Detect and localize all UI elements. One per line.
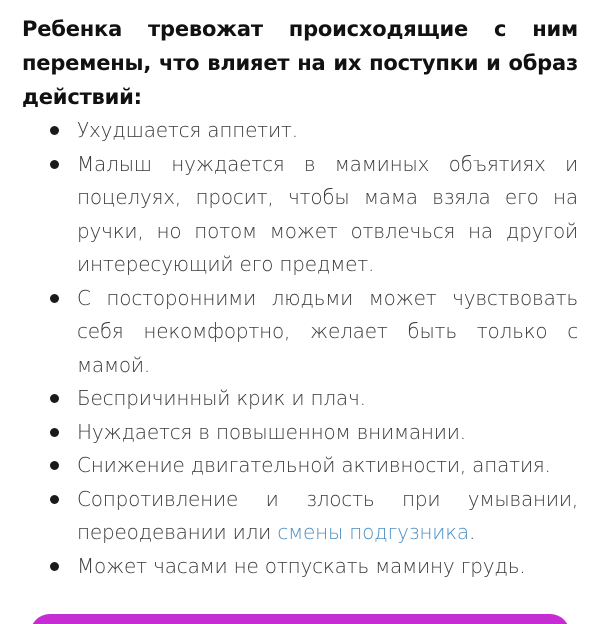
diaper-change-link[interactable]: смены подгузника	[277, 520, 469, 544]
bullet-icon	[50, 394, 59, 403]
intro-paragraph: Ребенка тревожат происходящие с ним перемены, что влияет на их поступки и образ действий:	[22, 17, 578, 109]
list-item	[22, 282, 578, 383]
list-item-text: Ухудшается аппетит.	[77, 118, 298, 142]
bullet-icon	[50, 461, 59, 470]
list-item-text-end: .	[468, 520, 476, 544]
bullet-icon	[50, 294, 59, 303]
list-item-text: Снижение двигательной активности, апатия.	[77, 453, 551, 477]
list-item	[22, 483, 578, 550]
cta-button[interactable]	[30, 614, 570, 624]
list-item-text: С посторонними людьми может чувствовать себя некомфортно, желает быть только с мамой.	[77, 285, 578, 377]
list-item	[22, 148, 578, 282]
list-item	[22, 550, 578, 584]
symptoms-list	[22, 114, 578, 583]
article-body	[22, 12, 578, 583]
list-item-text: Беспричинный крик и плач.	[77, 386, 366, 410]
bullet-icon	[50, 562, 59, 571]
bullet-icon	[50, 428, 59, 437]
bullet-icon	[50, 495, 59, 504]
list-item-text: Сопротивление и злость при умывании, переодевании или	[77, 486, 578, 544]
list-item	[22, 416, 578, 450]
bullet-icon	[50, 160, 59, 169]
list-item-text: Малыш нуждается в маминых объятиях и поцелуях, просит, чтобы мама взяла его на ручки, но потом может отвлечься на другой интересующий его предмет.	[77, 151, 578, 276]
bullet-icon	[50, 126, 59, 135]
list-item-text: Нуждается в повышенном внимании.	[77, 419, 466, 444]
list-item	[22, 382, 578, 416]
list-item	[22, 449, 578, 483]
list-item-text: Может часами не отпускать мамину грудь.	[77, 553, 526, 578]
list-item	[22, 114, 578, 148]
